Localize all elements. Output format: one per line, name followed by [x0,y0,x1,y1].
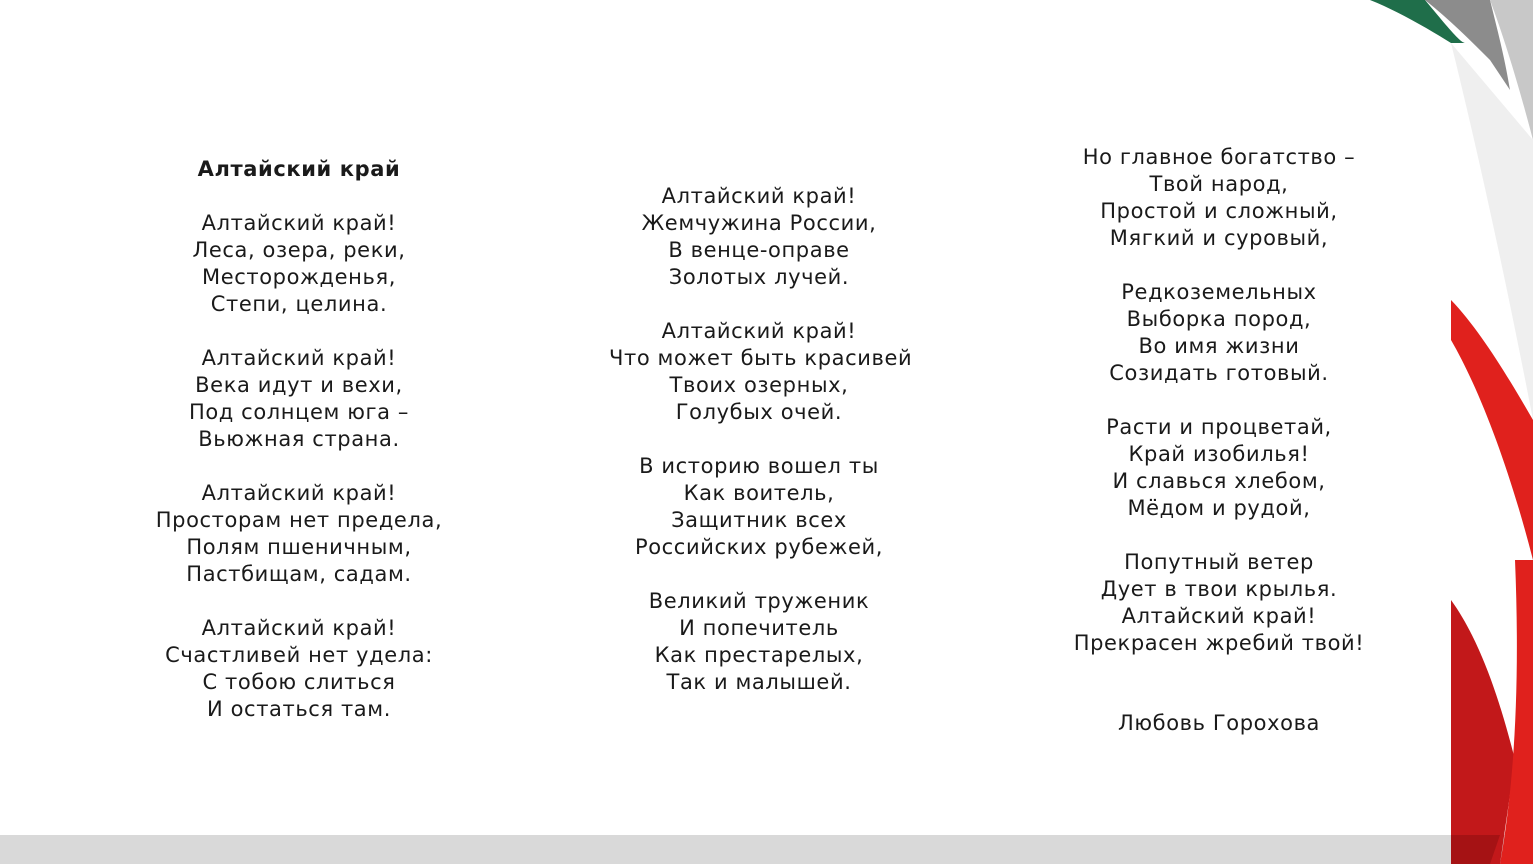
poem-line: Золотых лучей. [668,265,850,289]
poem-line: Выборка пород, [1126,307,1312,331]
poem-line: Что может быть красивей [609,346,913,370]
poem-line: Прекрасен жребий твой! [1073,631,1365,655]
poem-line: Во имя жизни [1138,334,1300,358]
poem-line: Как престарелых, [654,643,864,667]
poem-column-1 [149,156,449,723]
poem-line: Века идут и вехи, [195,373,403,397]
poem-line: Степи, целина. [210,292,388,316]
poem-line: И попечитель [679,616,839,640]
poem-line: Алтайский край! [1121,604,1317,628]
poem-line: Алтайский край! [661,184,857,208]
poem-line: В венце-оправе [668,238,850,262]
poem-line: Алтайский край! [661,319,857,343]
poem-line: Редкоземельных [1121,280,1317,304]
poem-line: Простой и сложный, [1100,199,1338,223]
poem-line: Созидать готовый. [1109,361,1329,385]
stanza [609,318,913,426]
content-panel [69,43,1451,835]
poem-line: Алтайский край! [201,616,397,640]
poem-column-2 [609,183,913,696]
poem-line: Под солнцем юга – [188,400,410,424]
poem-line: Алтайский край! [201,346,397,370]
poem-line: Мягкий и суровый, [1109,226,1329,250]
poem-line: Леса, озера, реки, [192,238,406,262]
poem-line: Пастбищам, садам. [186,562,412,586]
poem-line: Российских рубежей, [634,535,884,559]
poem-line: Счастливей нет удела: [165,643,433,667]
poem-line: И славься хлебом, [1112,469,1326,493]
poem-line: Мёдом и рудой, [1127,496,1311,520]
poem-line: Твой народ, [1149,172,1289,196]
stanza [149,480,449,588]
stanza [1059,549,1379,657]
poem-line: В историю вошел ты [639,454,879,478]
stanza [1059,144,1379,252]
poem-line: Твоих озерных, [669,373,849,397]
poem-line: Дует в твои крылья. [1100,577,1338,601]
poem-line: Просторам нет предела, [155,508,443,532]
poem-line: Полям пшеничным, [186,535,412,559]
poem-line: Голубых очей. [675,400,843,424]
poem-author: Любовь Горохова [1117,711,1321,735]
poem-title: Алтайский край [197,157,401,181]
poem-line: Так и малышей. [666,670,852,694]
poem-line: Жемчужина России, [641,211,877,235]
poem-line: Великий труженик [648,589,870,613]
poem-line: Край изобилья! [1128,442,1310,466]
stanza [609,453,909,561]
poem-line: Попутный ветер [1124,550,1314,574]
stanza [149,345,449,453]
poem-line: И остаться там. [207,697,391,721]
stanza [149,210,449,318]
poem-line: С тобою слиться [202,670,396,694]
poem-line: Но главное богатство – [1082,145,1356,169]
poem-line: Месторожденья, [201,265,397,289]
stanza [149,615,449,723]
stanza [1059,414,1379,522]
poem-line: Алтайский край! [201,481,397,505]
stanza [609,183,909,291]
bottom-band [0,835,1533,864]
poem-column-3 [1059,144,1379,737]
stanza [1059,279,1379,387]
poem-line: Вьюжная страна. [198,427,400,451]
poem-line: Алтайский край! [201,211,397,235]
poem-line: Защитник всех [671,508,847,532]
poem-line: Расти и процветай, [1106,415,1332,439]
poem-line: Как воитель, [683,481,835,505]
stanza [609,588,909,696]
